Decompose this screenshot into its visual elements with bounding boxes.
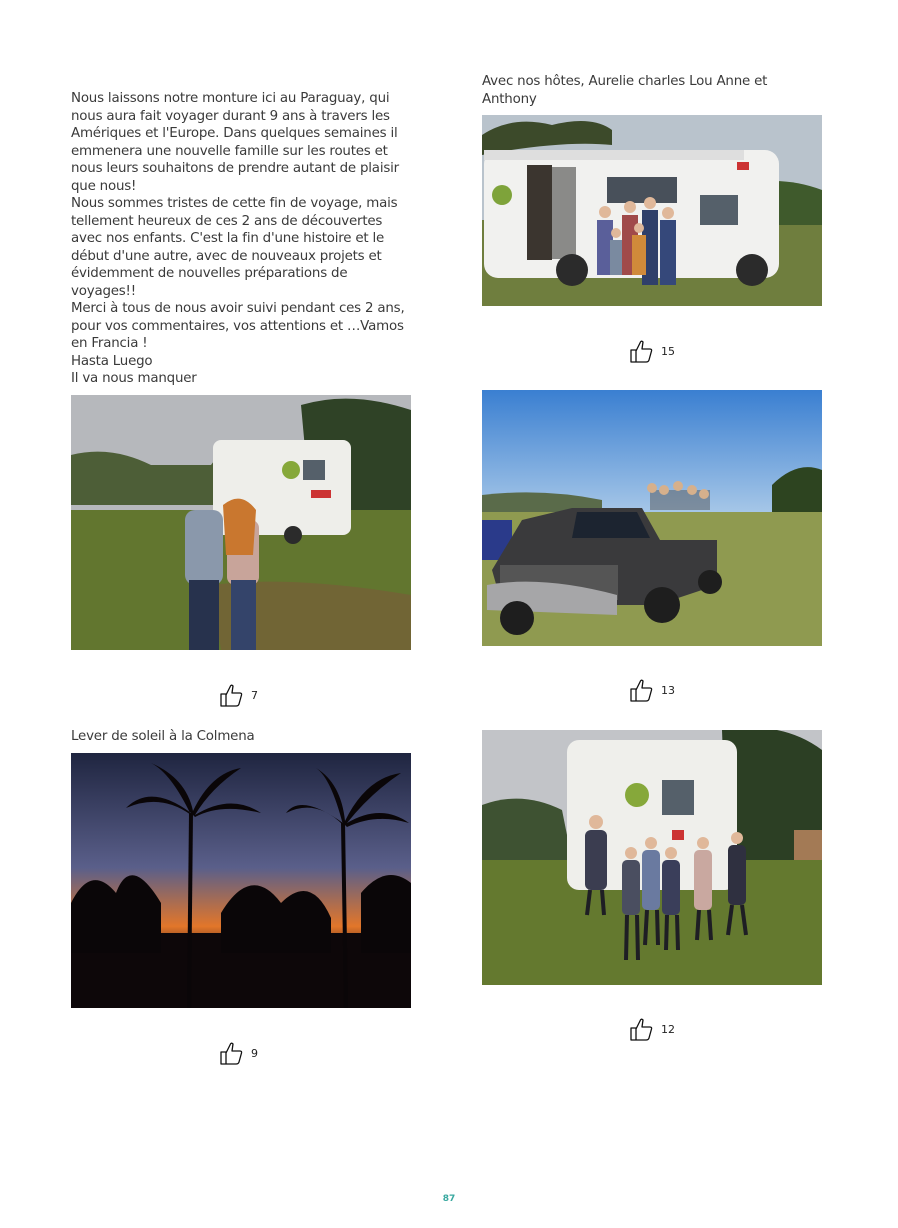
thumbs-up-icon <box>628 677 654 703</box>
like-count: 7 <box>251 688 258 702</box>
page-number: 87 <box>442 1194 456 1204</box>
paragraph: Merci à tous de nous avoir suivi pendant ces 2 ans, pour vos commentaires, vos attentions et …Vamos en Francia ! <box>71 301 409 351</box>
thumbs-up-icon <box>218 1040 244 1066</box>
paragraph: Hasta Luego <box>71 353 153 369</box>
like-counter[interactable] <box>628 677 675 703</box>
photo-kids-jumping <box>482 730 822 985</box>
thumbs-up-icon <box>218 682 244 708</box>
photo-kids-camper <box>71 395 411 650</box>
like-count: 9 <box>251 1046 258 1060</box>
intro-text <box>71 90 416 388</box>
like-count: 12 <box>661 1022 675 1036</box>
like-counter[interactable] <box>218 1040 258 1066</box>
caption-sunrise: Lever de soleil à la Colmena <box>71 729 255 744</box>
like-counter[interactable] <box>218 682 258 708</box>
paragraph: Nous laissons notre monture ici au Paraguay, qui nous aura fait voyager durant 9 ans à travers les Amériques et l'Europe. Dans quelques semaines il emmenera une nouvelle famille sur les routes et nous leurs souhaitons de prendre autant de plaisir que nous! <box>71 91 403 194</box>
photo-pickup-truck <box>482 390 822 646</box>
like-counter[interactable] <box>628 338 675 364</box>
caption-hosts: Avec nos hôtes, Aurelie charles Lou Anne et Anthony <box>482 74 768 107</box>
like-count: 13 <box>661 683 675 697</box>
like-count: 15 <box>661 344 675 358</box>
like-counter[interactable] <box>628 1016 675 1042</box>
thumbs-up-icon <box>628 338 654 364</box>
paragraph: Il va nous manquer <box>71 371 197 386</box>
paragraph: Nous sommes tristes de cette fin de voyage, mais tellement heureux de ces 2 ans de découvertes avec nos enfants. C'est la fin d'une histoire et le début d'une autre, avec de nouveaux projets et évidemment de nouvelles préparations de voyages!! <box>71 196 402 299</box>
photo-camper-with-hosts <box>482 115 822 306</box>
photo-sunrise <box>71 753 411 1008</box>
thumbs-up-icon <box>628 1016 654 1042</box>
